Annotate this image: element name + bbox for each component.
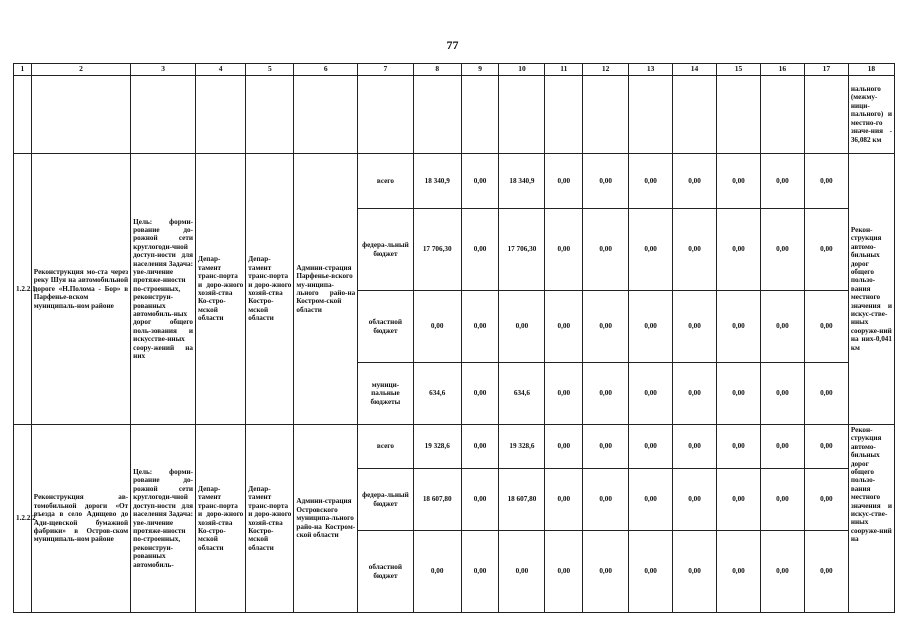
empty-cell: [461, 76, 499, 154]
funding-value: 634,6: [499, 363, 545, 425]
funding-value: 0,00: [545, 531, 583, 613]
funding-value: 0,00: [545, 209, 583, 291]
empty-cell: [131, 76, 196, 154]
empty-cell: [499, 76, 545, 154]
funding-value: 0,00: [760, 291, 804, 363]
header-row: [14, 64, 895, 76]
funding-value: 0,00: [583, 469, 629, 531]
funding-value: 634,6: [413, 363, 461, 425]
coexecutor: Депар-тамент транс-порта и доро-жного хозяй-ства Костро-мской области: [246, 154, 294, 425]
funding-value: 17 706,30: [413, 209, 461, 291]
funding-value: 0,00: [499, 531, 545, 613]
funding-value: 0,00: [413, 291, 461, 363]
funding-value: 0,00: [461, 363, 499, 425]
column-number-13: 13: [629, 64, 673, 76]
funding-value: 0,00: [717, 469, 761, 531]
empty-cell: [246, 76, 294, 154]
funding-value: 0,00: [461, 291, 499, 363]
funding-value: 0,00: [673, 469, 717, 531]
funding-value: 17 706,30: [499, 209, 545, 291]
funding-value: 0,00: [804, 363, 848, 425]
funding-value: 0,00: [673, 154, 717, 209]
funding-value: 0,00: [629, 291, 673, 363]
row-number: 1.2.2.2: [14, 425, 32, 613]
funding-value: 0,00: [804, 209, 848, 291]
funding-value: 0,00: [629, 531, 673, 613]
funding-value: 0,00: [545, 154, 583, 209]
funding-value: 0,00: [804, 291, 848, 363]
funding-value: 0,00: [583, 291, 629, 363]
funding-value: 0,00: [629, 425, 673, 469]
funding-value: 0,00: [673, 363, 717, 425]
funding-source: федера-льный бюджет: [358, 209, 413, 291]
goal-task: Цель: форми-рование до-рожной сети круглогоди-чной доступ-ности для населения Задача: уве-личение протяже-нности по-строенных, реконструи-рованных автомобиль-ных дорог общего поль-зования и искусстве-нных соору-жений на них: [131, 154, 196, 425]
empty-cell: [545, 76, 583, 154]
funding-value: 0,00: [461, 469, 499, 531]
funding-value: 0,00: [673, 425, 717, 469]
funding-value: 0,00: [760, 363, 804, 425]
funding-value: 0,00: [717, 363, 761, 425]
funding-value: 0,00: [760, 531, 804, 613]
funding-value: 0,00: [760, 425, 804, 469]
funding-value: 0,00: [673, 291, 717, 363]
column-number-6: 6: [294, 64, 358, 76]
column-number-16: 16: [760, 64, 804, 76]
column-number-17: 17: [804, 64, 848, 76]
funding-value: 0,00: [804, 469, 848, 531]
funding-value: 0,00: [413, 531, 461, 613]
empty-cell: [583, 76, 629, 154]
column-number-3: 3: [131, 64, 196, 76]
empty-cell: [804, 76, 848, 154]
column-number-9: 9: [461, 64, 499, 76]
funding-value: 0,00: [545, 469, 583, 531]
funding-value: 0,00: [461, 209, 499, 291]
column-number-4: 4: [196, 64, 246, 76]
expected-result: Рекон-струкция автомо-бильных дорог общего пользо-вания местного значения и искус-стве-нных сооруже-ний на: [848, 425, 894, 613]
funding-source: областной бюджет: [358, 531, 413, 613]
funding-value: 0,00: [717, 531, 761, 613]
funding-value: 0,00: [583, 425, 629, 469]
program-table: [13, 63, 895, 613]
funding-value: 0,00: [717, 291, 761, 363]
funding-value: 0,00: [804, 425, 848, 469]
participant: Админи-страция Парфенье-вского му-ниципа-льного райо-на Костром-ской области: [294, 154, 358, 425]
empty-cell: [294, 76, 358, 154]
funding-value: 18 607,80: [499, 469, 545, 531]
funding-value: 0,00: [760, 469, 804, 531]
column-number-12: 12: [583, 64, 629, 76]
funding-source: всего: [358, 425, 413, 469]
funding-value: 0,00: [461, 425, 499, 469]
responsible-executor: Депар-тамент транс-порта и доро-жного хозяй-ства Ко-стро-мской области: [196, 154, 246, 425]
column-number-10: 10: [499, 64, 545, 76]
empty-cell: [629, 76, 673, 154]
funding-value: 0,00: [583, 531, 629, 613]
funding-value: 0,00: [717, 209, 761, 291]
funding-value: 0,00: [804, 531, 848, 613]
measure-name: Реконструкция мо-ста через реку Шуя на автомобильной дороге «Н.Полома - Бор» в Парфенье-вском муниципаль-ном районе: [31, 154, 130, 425]
responsible-executor: Депар-тамент транс-порта и доро-жного хозяй-ства Ко-стро-мской области: [196, 425, 246, 613]
row-number: 1.2.2.1: [14, 154, 32, 425]
column-number-8: 8: [413, 64, 461, 76]
column-number-2: 2: [31, 64, 130, 76]
funding-value: 18 340,9: [413, 154, 461, 209]
column-number-7: 7: [358, 64, 413, 76]
empty-cell: [413, 76, 461, 154]
result-continuation: нального (межму-ници-пального) и местно-го значе-ния - 36,082 км: [848, 76, 894, 154]
empty-cell: [760, 76, 804, 154]
funding-value: 0,00: [499, 291, 545, 363]
funding-value: 0,00: [629, 154, 673, 209]
measure-name: Реконструкция ав-томобильной дороги «От въезда в село Адищево до Ади-щевской бумажной фабрики» в Остров-ском муниципаль-ном районе: [31, 425, 130, 613]
funding-value: 0,00: [629, 469, 673, 531]
funding-value: 18 340,9: [499, 154, 545, 209]
funding-value: 0,00: [461, 154, 499, 209]
funding-value: 0,00: [461, 531, 499, 613]
column-number-18: 18: [848, 64, 894, 76]
funding-value: 0,00: [629, 209, 673, 291]
empty-cell: [673, 76, 717, 154]
funding-value: 0,00: [804, 154, 848, 209]
funding-value: 0,00: [673, 209, 717, 291]
funding-value: 0,00: [717, 425, 761, 469]
funding-value: 0,00: [583, 363, 629, 425]
funding-source: муници-пальные бюджеты: [358, 363, 413, 425]
funding-value: 19 328,6: [413, 425, 461, 469]
column-number-11: 11: [545, 64, 583, 76]
page-number: 77: [446, 38, 459, 52]
column-number-14: 14: [673, 64, 717, 76]
funding-value: 0,00: [545, 425, 583, 469]
funding-value: 18 607,80: [413, 469, 461, 531]
column-number-5: 5: [246, 64, 294, 76]
goal-task: Цель: форми-рование до-рожной сети круглогоди-чной доступ-ности для населения Задача: уве-личение протяже-нности по-строенных, реконструи-рованных автомобиль-: [131, 425, 196, 613]
continuation-row: [14, 76, 895, 154]
participant: Админи-страция Островского муниципа-льного райо-на Костром-ской области: [294, 425, 358, 613]
empty-cell: [14, 76, 32, 154]
funding-value: 0,00: [583, 209, 629, 291]
empty-cell: [358, 76, 413, 154]
empty-cell: [196, 76, 246, 154]
funding-source: федера-льный бюджет: [358, 469, 413, 531]
funding-value: 0,00: [545, 291, 583, 363]
funding-value: 0,00: [629, 363, 673, 425]
table-row: [14, 154, 895, 209]
expected-result: Рекон-струкция автомо-бильных дорог общего пользо-вания местного значения и искус-стве-нных сооруже-ний на них-0,041 км: [848, 154, 894, 425]
funding-source: областной бюджет: [358, 291, 413, 363]
funding-value: 0,00: [583, 154, 629, 209]
funding-value: 0,00: [760, 209, 804, 291]
funding-value: 19 328,6: [499, 425, 545, 469]
funding-value: 0,00: [760, 154, 804, 209]
table-row: [14, 425, 895, 469]
column-number-15: 15: [717, 64, 761, 76]
empty-cell: [717, 76, 761, 154]
funding-value: 0,00: [673, 531, 717, 613]
empty-cell: [31, 76, 130, 154]
funding-source: всего: [358, 154, 413, 209]
funding-value: 0,00: [545, 363, 583, 425]
column-number-1: 1: [14, 64, 32, 76]
funding-value: 0,00: [717, 154, 761, 209]
coexecutor: Депар-тамент транс-порта и доро-жного хозяй-ства Костро-мской области: [246, 425, 294, 613]
